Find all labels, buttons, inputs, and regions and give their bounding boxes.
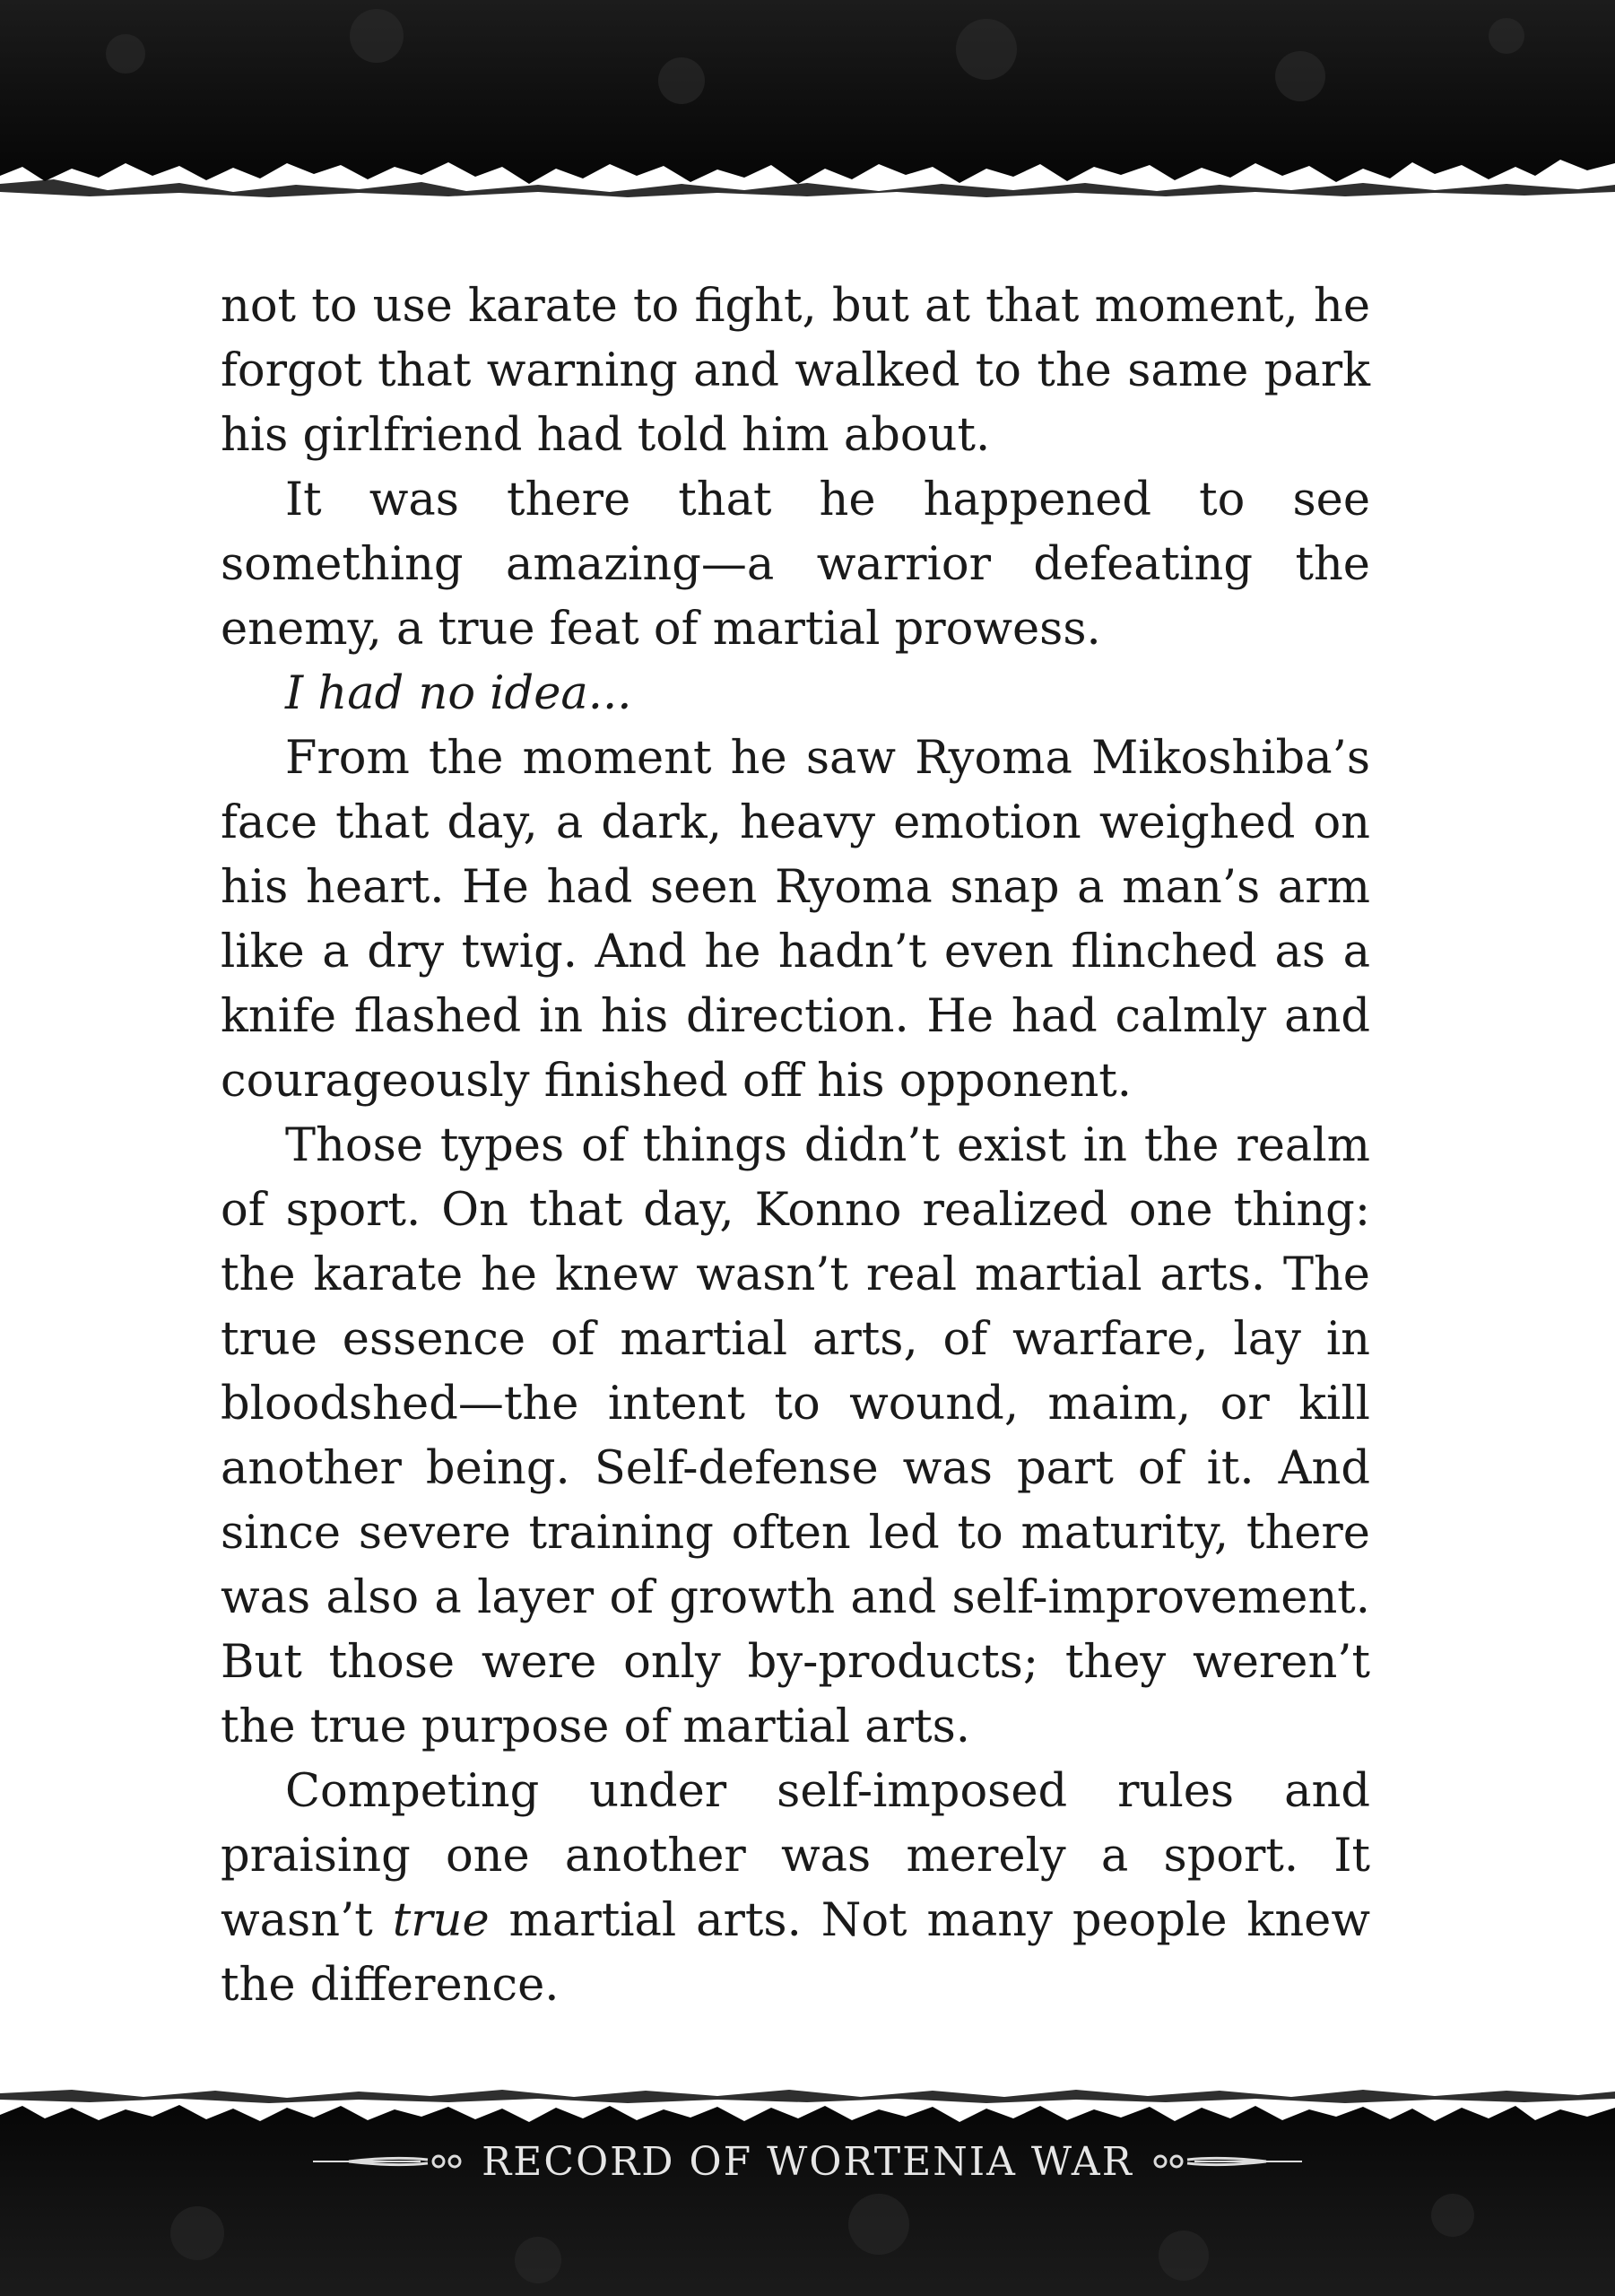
book-title-footer: RECORD OF WORTENIA WAR	[482, 2138, 1133, 2185]
paragraph-4: From the moment he saw Ryoma Mikoshiba’s face that day, a dark, heavy emotion weighed on his heart. He had seen Ryoma snap a man’s arm like a dry twig. And he hadn’t even flinched as a knife flashed in his direction. He had calmly and courageously finished off his opponent.	[221, 732, 1370, 1108]
running-footer	[0, 2126, 1615, 2197]
paragraph-2: It was there that he happened to see something amazing—a warrior defeating the enemy, a true feat of martial prowess.	[221, 474, 1370, 656]
emphasis-word: true	[392, 1894, 490, 1947]
paragraph-1: not to use karate to fight, but at that moment, he forgot that warning and walked to the same park his girlfriend had told him about.	[221, 280, 1370, 462]
paragraph-6	[221, 1760, 1370, 2018]
paragraph-6-text-before: Competing under self-imposed rules and praising one another was merely a sport. It wasn’t	[221, 1765, 1370, 1947]
top-ink-border	[0, 0, 1615, 215]
left-flourish-ornament	[313, 2148, 465, 2175]
paragraph-6-text-after: martial arts. Not many people knew the difference.	[221, 1894, 1371, 2012]
paragraph-5: Those types of things didn’t exist in the realm of sport. On that day, Konno realized one thing: the karate he knew wasn’t real martial arts. The true essence of martial arts, of warfare, lay in bloodshed—the intent to wound, maim, or kill another being. Self-defense was part of it. And since severe training often led to maturity, there was also a layer of growth and self-improvement. But those were only by-products; they weren’t the true purpose of martial arts.	[221, 1119, 1370, 1753]
chapter-body-text	[221, 274, 1370, 2018]
paragraph-3-inner-thought: I had no idea...	[285, 667, 632, 720]
right-flourish-ornament	[1150, 2148, 1302, 2175]
